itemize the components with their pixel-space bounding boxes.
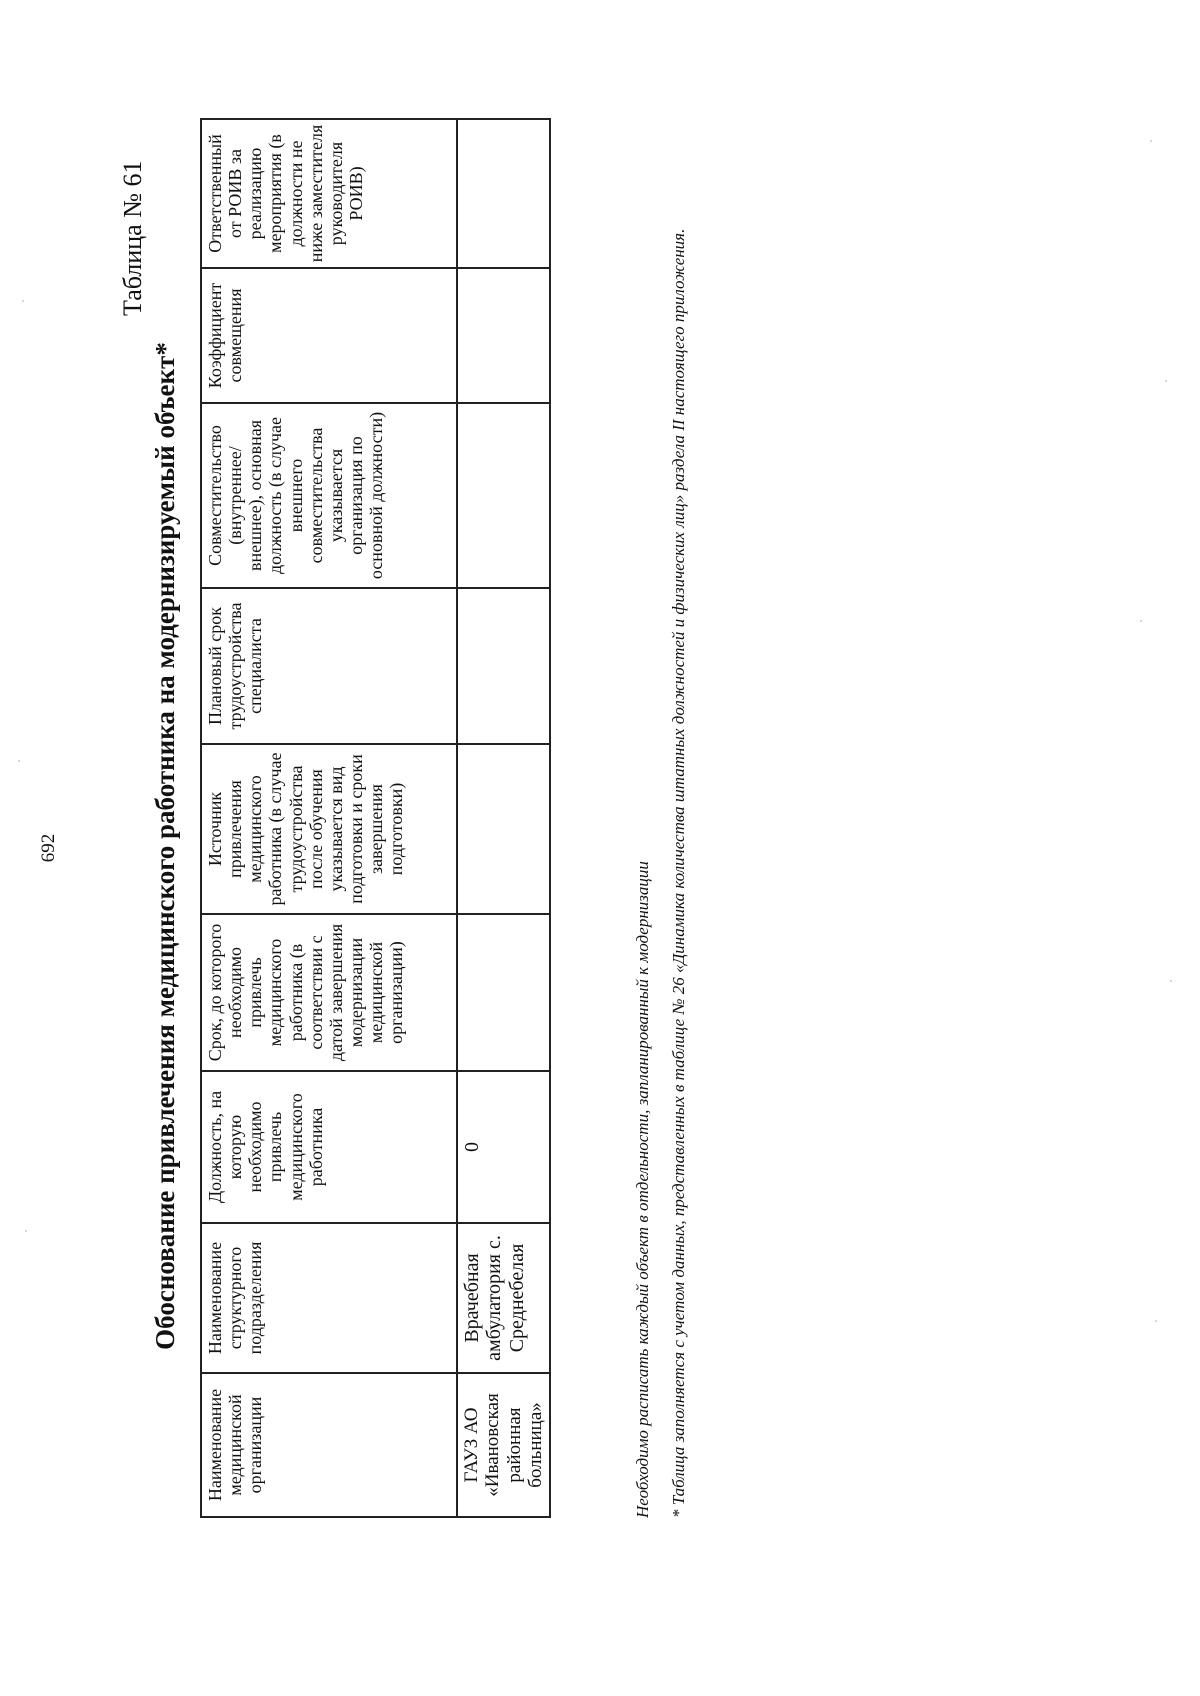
table-row — [457, 119, 550, 1517]
header-cell: Коэффициент совмещения — [201, 268, 457, 403]
table-cell — [457, 744, 550, 914]
table-cell — [457, 914, 550, 1071]
header-row — [201, 119, 457, 1517]
header-cell: Плановый срок трудоустройства специалиста — [201, 588, 457, 744]
header-cell: Должность, на которую необходимо привлечь медицинского работника — [201, 1071, 457, 1223]
table-cell — [457, 268, 550, 403]
header-cell: Совместительство (внутреннее/ внешнее), основная должность (в случае внешнего совместительства указывается организация по основной должности) — [201, 403, 457, 588]
note-text: Необходимо расписать каждый объект в отдельности, запланированный к модернизации — [633, 861, 652, 1518]
header-cell: Источник привлечения медицинского работника (в случае трудоустройства после обучения указывается вид подготовки и сроки завершения подготовки) — [201, 744, 457, 914]
header-cell: Наименование структурного подразделения — [201, 1223, 457, 1373]
table-cell — [457, 403, 550, 588]
footnote-text: * Таблица заполняется с учетом данных, представленных в таблице № 26 «Динамика количества штатных должностей и физических лиц» раздела II настоящего приложения. — [669, 228, 688, 1518]
data-table — [200, 118, 551, 1518]
table-cell: Врачебная амбулатория с. Среднебелая — [457, 1223, 550, 1373]
table-cell: ГАУЗ АО «Ивановская районная больница» — [457, 1373, 550, 1517]
header-cell: Ответственный от РОИВ за реализацию мероприятия (в должности не ниже заместителя руководителя РОИВ) — [201, 119, 457, 268]
table-cell — [457, 119, 550, 268]
header-cell: Срок, до которого необходимо привлечь медицинского работника (в соответствии с датой завершения модернизации медицинской организации) — [201, 914, 457, 1071]
table-cell: 0 — [457, 1071, 550, 1223]
document-title: Обоснование привлечения медицинского работника на модернизируемый объект* — [150, 342, 180, 1350]
table-label: Таблица № 61 — [118, 160, 147, 316]
table-cell — [457, 588, 550, 744]
page-number: 692 — [38, 833, 59, 863]
header-cell: Наименование медицинской организации — [201, 1373, 457, 1517]
